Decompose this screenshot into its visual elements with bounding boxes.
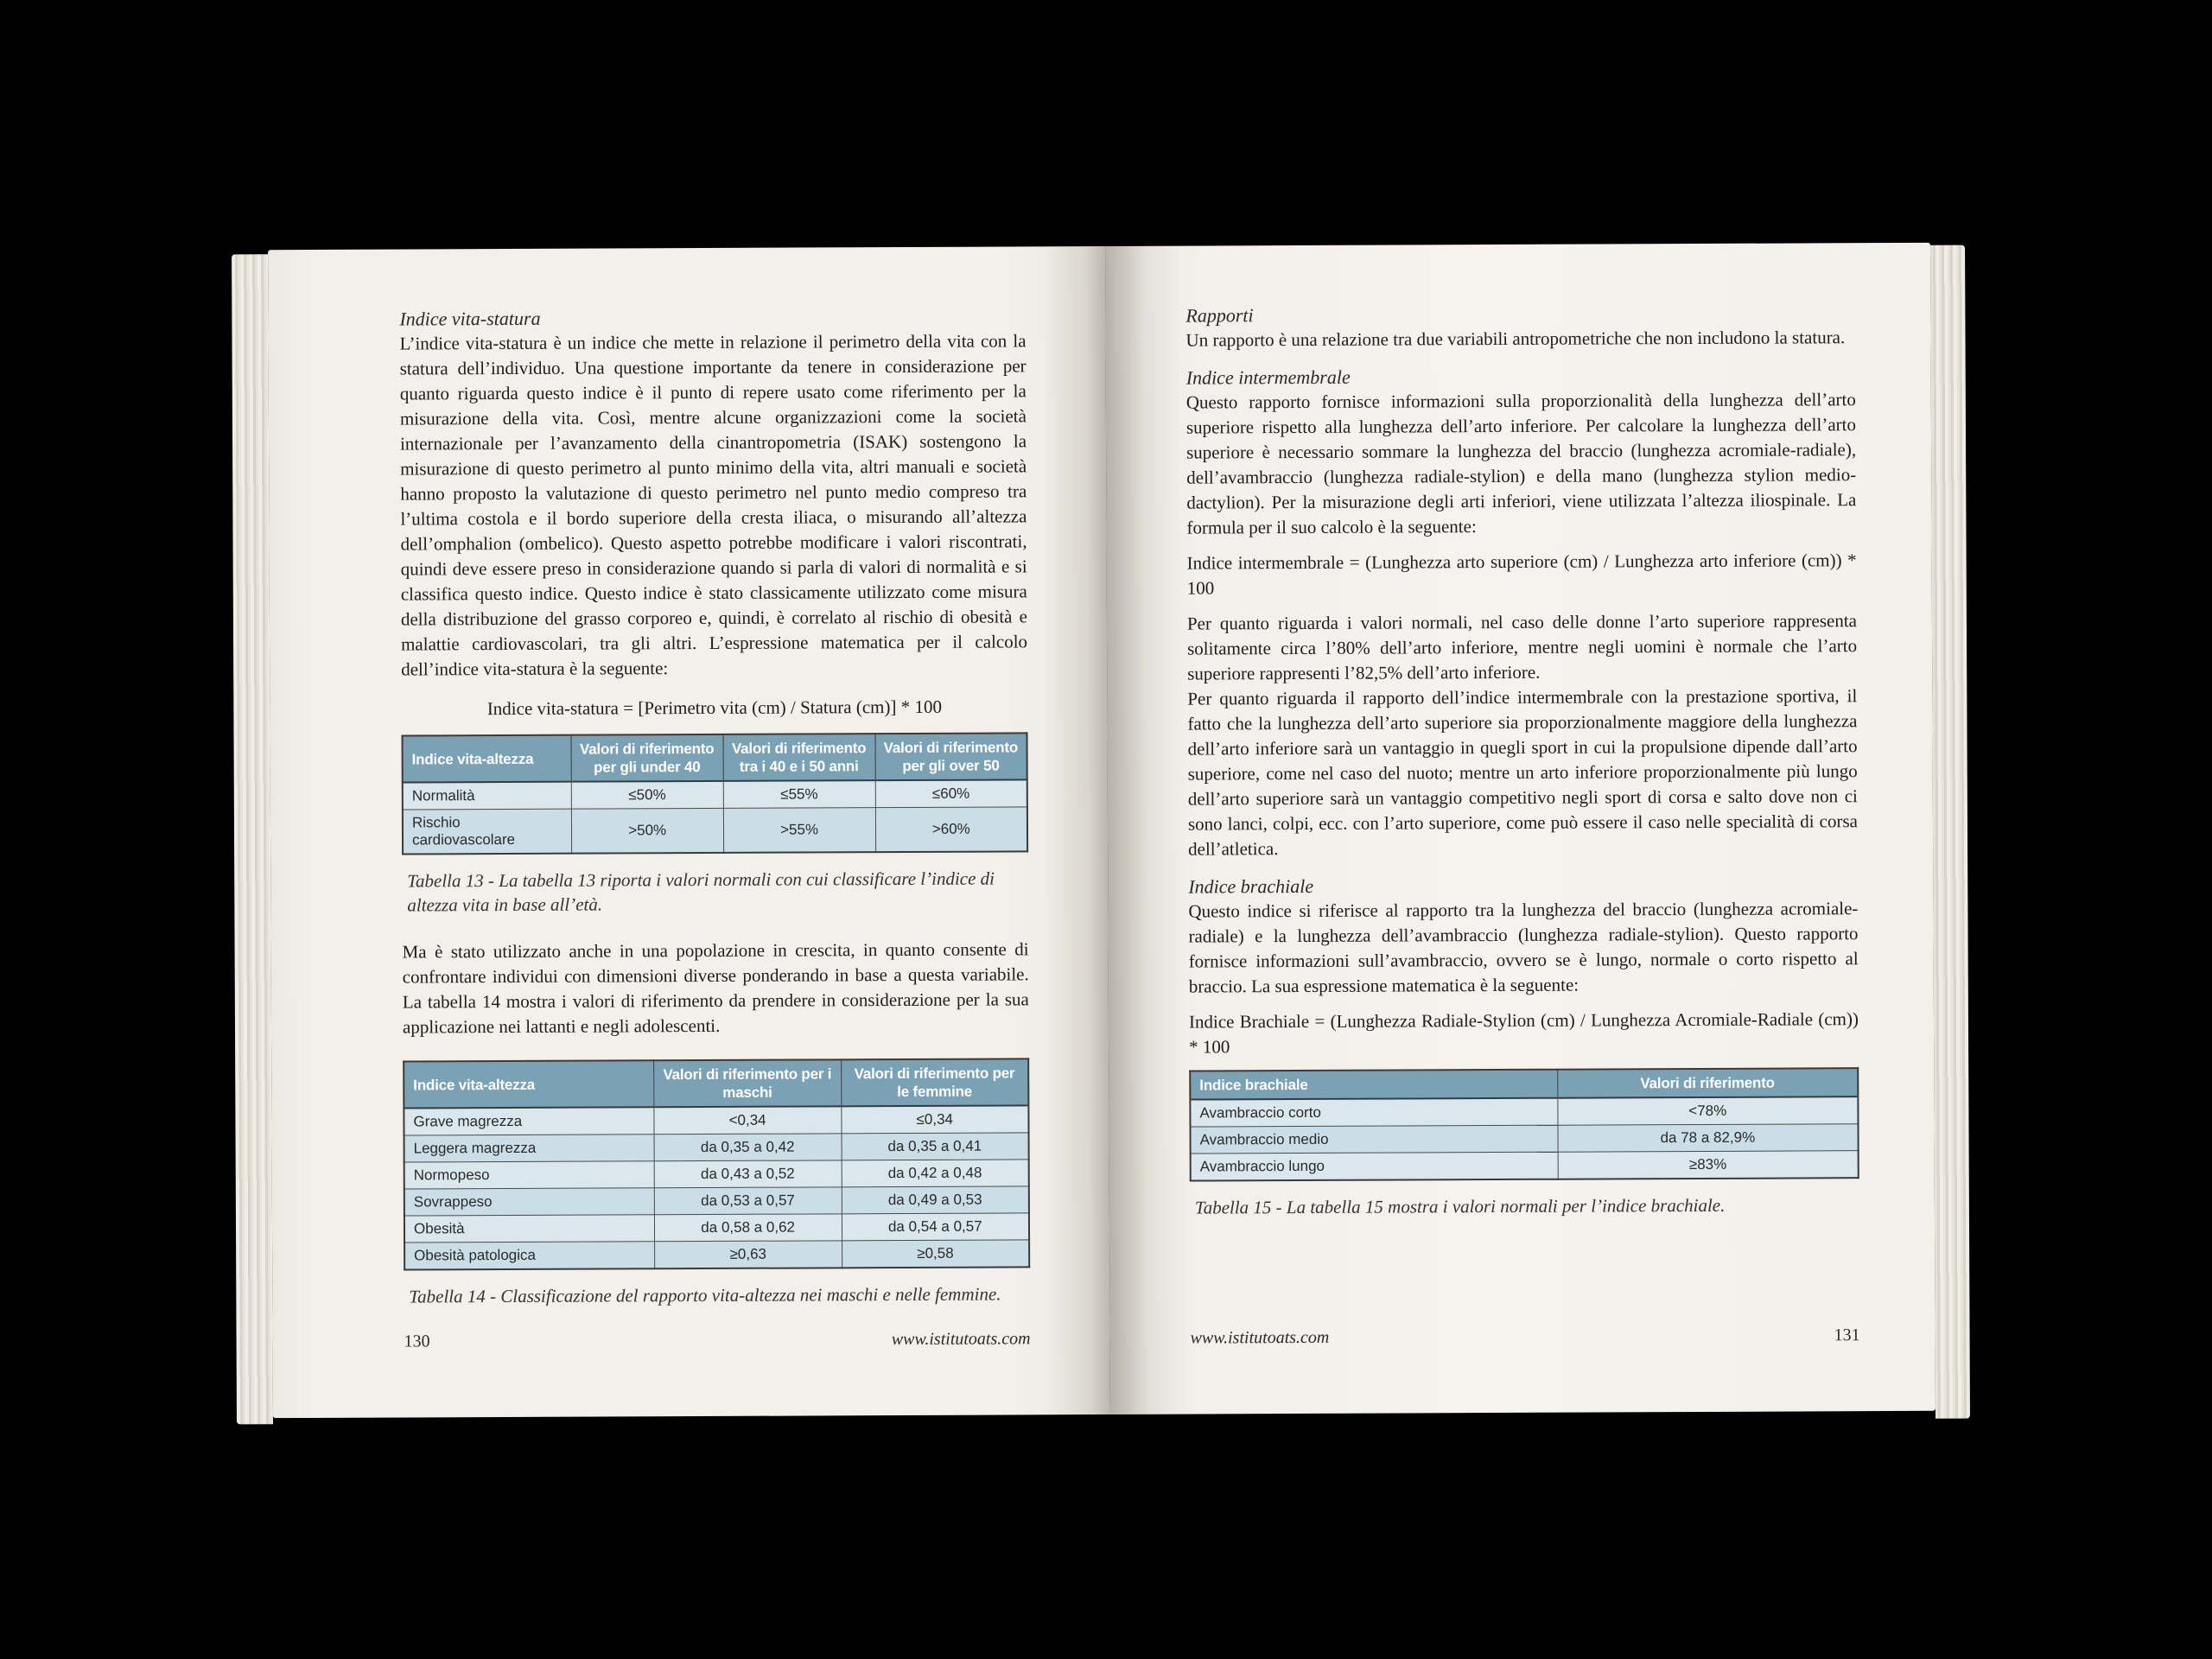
table-row	[1190, 1124, 1858, 1154]
page-footer	[1191, 1325, 1860, 1348]
table-header-cell: Valori di riferimento	[1557, 1068, 1858, 1098]
formula-indice-brachiale: Indice Brachiale = (Lunghezza Radiale-Stylion (cm) / Lunghezza Acromiale-Radiale (cm)) * 100	[1188, 1008, 1859, 1058]
table-header-cell: Valori di riferimento per gli under 40	[571, 734, 723, 782]
table-cell: da 0,58 a 0,62	[654, 1214, 842, 1242]
page-footer	[404, 1329, 1031, 1351]
table-cell: <78%	[1557, 1096, 1858, 1125]
table-cell: ≥0,58	[842, 1240, 1029, 1268]
table-row	[404, 1240, 1029, 1270]
page-number: 130	[404, 1332, 430, 1351]
table-row	[404, 1133, 1029, 1162]
table-row	[404, 1186, 1029, 1216]
section-heading-indice-vita-statura: Indice vita-statura	[399, 307, 541, 330]
footer-website: www.istitutoats.com	[891, 1329, 1031, 1350]
table-header-cell: Indice vita-altezza	[403, 735, 571, 783]
paragraph: Un rapporto è una relazione tra due variabili antropometriche che non includono la statura.	[1185, 327, 1846, 351]
table-cell: >55%	[723, 808, 875, 853]
table-cell: da 0,49 a 0,53	[842, 1186, 1029, 1214]
table-cell: Normopeso	[404, 1161, 654, 1189]
table-cell: da 0,35 a 0,42	[654, 1134, 842, 1161]
table-header-row	[403, 733, 1027, 782]
table-row	[404, 1160, 1029, 1189]
table-cell: ≥0,63	[654, 1241, 842, 1268]
table-cell: da 0,35 a 0,41	[842, 1133, 1029, 1160]
table-cell: <0,34	[654, 1106, 842, 1134]
section-heading-indice-brachiale: Indice brachiale	[1188, 874, 1314, 898]
table-cell: da 78 a 82,9%	[1558, 1124, 1859, 1153]
table-cell: >60%	[875, 807, 1027, 852]
table-cell: Normalità	[403, 782, 571, 810]
paragraph: Ma è stato utilizzato anche in una popolazione in crescita, in quanto consente di confrontare individui con dimensioni diverse ponderando in base a questa variabile. La tabella 14 mostra i valori di riferimento da prendere in considerazione per la sua applicazione nei lattanti e negli adolescenti.	[402, 938, 1029, 1038]
table-cell: da 0,42 a 0,48	[842, 1160, 1029, 1187]
page-number: 131	[1834, 1325, 1860, 1345]
page-left	[268, 246, 1110, 1418]
table-cell: ≤0,34	[841, 1105, 1028, 1133]
table-cell: ≥83%	[1558, 1151, 1859, 1179]
paragraph: Questo indice si riferisce al rapporto tra la lunghezza del braccio (lunghezza acromiale-radiale) e la lunghezza dell’avambraccio (lunghezza radiale-stylion). Questo rapporto fornisce informazioni sull’avambraccio, ovvero se è lungo, normale o corto rispetto al braccio. La sua espressione matematica è la seguente:	[1188, 898, 1859, 997]
table-row	[403, 807, 1027, 855]
table-header-row	[1190, 1068, 1858, 1099]
table-header-cell: Valori di riferimento per i maschi	[653, 1059, 841, 1107]
table-cell: Leggera magrezza	[404, 1135, 654, 1162]
table-13-caption: Tabella 13 - La tabella 13 riporta i valori normali con cui classificare l’indice di altezza vita in base all’età.	[407, 868, 995, 916]
table-cell: da 0,53 a 0,57	[654, 1187, 842, 1215]
paragraph: L’indice vita-statura è un indice che mette in relazione il perimetro della vita con la statura dell’individuo. Una questione importante da tenere in considerazione per quanto riguarda questo indice è il punto di repere usato come riferimento per la misurazione della vita. Così, mentre alcune organizzazioni come la società internazionale per l’avanzamento della cinantropometria (ISAK) sostengono la misurazione di questo perimetro al punto minimo della vita, altri manuali e società hanno proposto la valutazione di questo perimetro nel punto medio compreso tra l’ultima costola e il bordo superiore della cresta iliaca, o misurando all’altezza dell’omphalion (ombelico). Questo aspetto potrebbe modificare i valori riscontrati, quindi deve essere preso in considerazione quando si parla di valori di normalità e si classifica questo indice. Questo indice è stato classicamente utilizzato come misura della distribuzione del grasso corporeo e, quindi, è correlato al rischio di obesità e malattie cardiovascolari, tra gli altri. L’espressione matematica per il calcolo dell’indice vita-statura è la seguente:	[399, 330, 1028, 680]
table-row	[404, 1213, 1029, 1243]
formula-indice-intermembrale: Indice intermembrale = (Lunghezza arto superiore (cm) / Lunghezza arto inferiore (cm)) * 100	[1186, 550, 1857, 599]
table-row	[404, 1105, 1028, 1135]
table-15-indice-brachiale	[1189, 1067, 1859, 1181]
table-header-cell: Valori di riferimento per gli over 50	[875, 733, 1027, 780]
table-header-cell: Valori di riferimento tra i 40 e i 50 anni	[723, 734, 875, 781]
table-14-caption: Tabella 14 - Classificazione del rapporto vita-altezza nei maschi e nelle femmine.	[409, 1283, 1001, 1307]
table-cell: ≤50%	[571, 781, 723, 809]
table-row	[1190, 1096, 1858, 1127]
book-spread	[268, 243, 1936, 1418]
table-15-caption: Tabella 15 - La tabella 15 mostra i valori normali per l’indice brachiale.	[1194, 1194, 1726, 1218]
page-right	[1105, 243, 1936, 1414]
table-cell: ≤55%	[723, 780, 875, 808]
section-heading-rapporti: Rapporti	[1185, 304, 1254, 327]
formula-vita-statura: Indice vita-statura = [Perimetro vita (cm) / Statura (cm)] * 100	[486, 696, 943, 720]
table-header-cell: Indice vita-altezza	[404, 1060, 653, 1108]
table-cell: Obesità	[404, 1215, 654, 1243]
paragraph: Per quanto riguarda il rapporto dell’indice intermembrale con la prestazione sportiva, il fatto che la lunghezza dell’arto superiore sia proporzionalmente maggiore della lunghezza dell’arto inferiore sarà un vantaggio in quegli sport in cui la propulsione dipende dall’arto superiore, come nel caso del nuoto; mentre un arto inferiore proporzionalmente più lungo dell’arto superiore sarà un vantaggio competitivo negli sport di corsa e salto dove non ci sono lanci, colpi, ecc. con l’arto superiore, come può essere il caso nelle specialità di corsa dell’atletica.	[1187, 685, 1859, 860]
table-row	[403, 779, 1027, 810]
table-cell: Sovrappeso	[404, 1188, 654, 1216]
table-cell: Avambraccio medio	[1190, 1125, 1557, 1154]
table-header-cell: Valori di riferimento per le femmine	[841, 1058, 1028, 1106]
table-row	[1191, 1151, 1859, 1181]
table-header-row	[404, 1058, 1028, 1108]
footer-website: www.istitutoats.com	[1190, 1327, 1330, 1348]
section-heading-indice-intermembrale: Indice intermembrale	[1185, 365, 1351, 389]
table-cell: Obesità patologica	[404, 1242, 654, 1270]
table-cell: Rischio cardiovascolare	[403, 809, 571, 854]
paragraph: Per quanto riguarda i valori normali, nel caso delle donne l’arto superiore rappresenta solitamente circa l’80% dell’arto inferiore, mentre negli uomini è normale che l’arto superiore rappresenti l’82,5% dell’arto inferiore.	[1186, 610, 1858, 684]
table-13-vita-altezza-eta	[402, 732, 1029, 855]
table-cell: Grave magrezza	[404, 1107, 653, 1135]
table-14-vita-altezza-sesso	[403, 1058, 1030, 1270]
table-cell: ≤60%	[875, 779, 1027, 807]
table-cell: Avambraccio lungo	[1191, 1152, 1558, 1180]
table-cell: >50%	[571, 808, 723, 853]
table-header-cell: Indice brachiale	[1190, 1070, 1557, 1100]
table-cell: da 0,54 a 0,57	[842, 1213, 1029, 1241]
paragraph: Questo rapporto fornisce informazioni sulla proporzionalità della lunghezza dell’arto superiore rispetto alla lunghezza dell’arto inferiore. Per calcolare la lunghezza dell’arto superiore è necessario sommare la lunghezza del braccio (lunghezza acromiale-radiale), dell’avambraccio (lunghezza radiale-stylion) e della mano (lunghezza stylion medio-dactylion). Per la misurazione degli arti inferiori, viene utilizzata l’altezza iliospinale. La formula per il suo calcolo è la seguente:	[1185, 389, 1857, 538]
table-cell: da 0,43 a 0,52	[654, 1160, 842, 1188]
table-cell: Avambraccio corto	[1190, 1098, 1557, 1127]
